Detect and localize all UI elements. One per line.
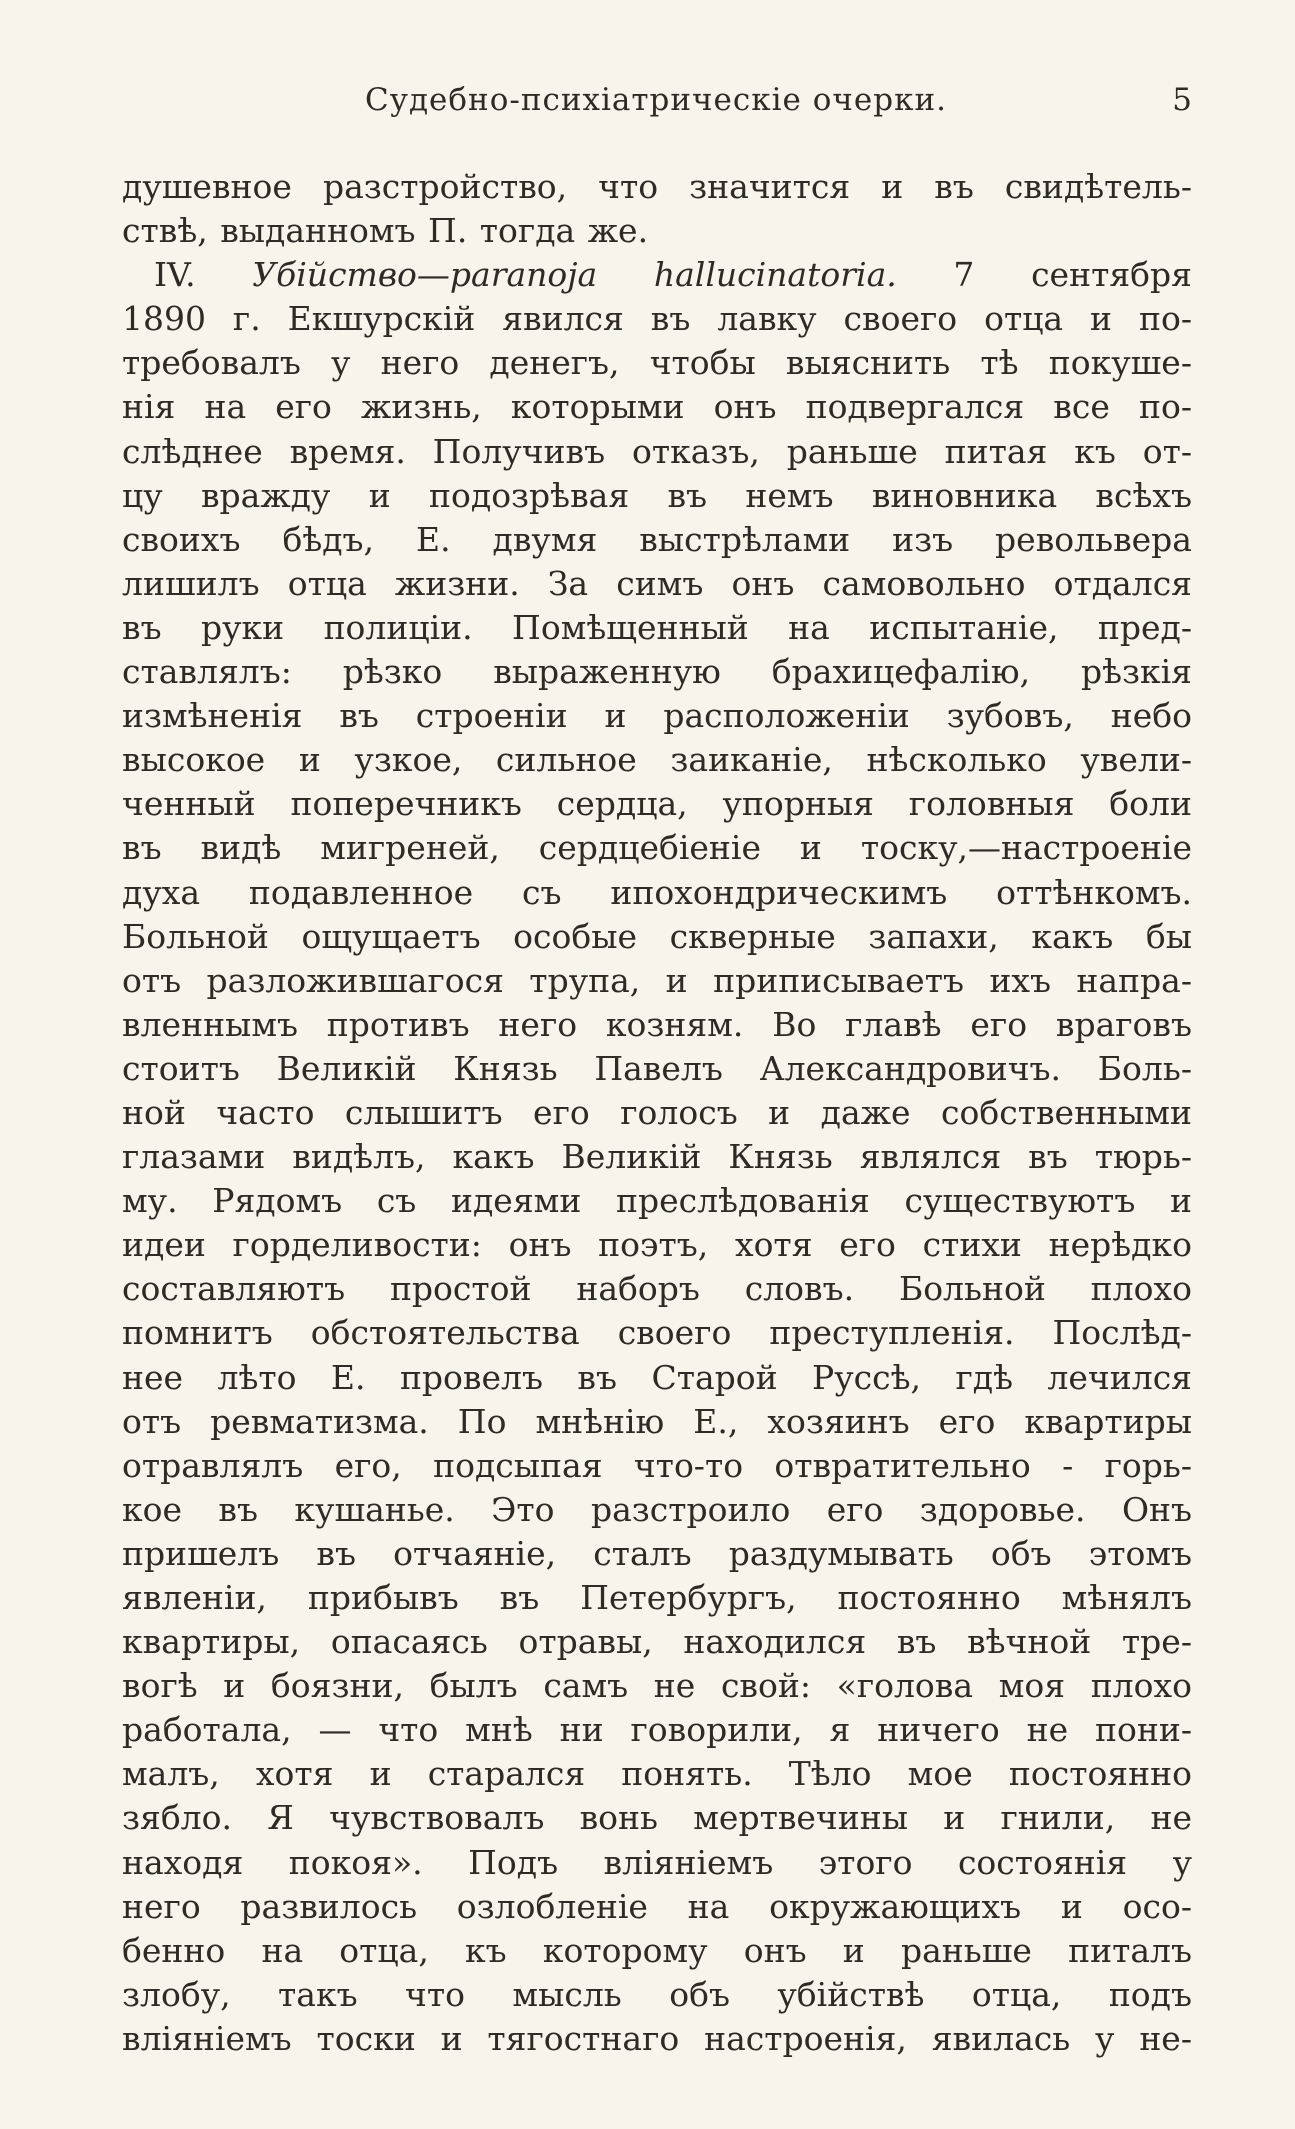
text-line: измѣненія въ строеніи и расположеніи зубовъ, небо (122, 696, 1192, 736)
text-line: вліяніемъ тоски и тягостнаго настроенія, явилась у не- (122, 2018, 1192, 2058)
text-line: зябло. Я чувствовалъ вонь мертвечины и гнили, не (122, 1798, 1192, 1838)
text-line: стоитъ Великій Князь Павелъ Александровичъ. Боль- (122, 1048, 1192, 1088)
text-line: нія на его жизнь, которыми онъ подвергался все по- (122, 387, 1192, 427)
text-fragment: 7 сентября (953, 255, 1192, 295)
text-line: явленіи, прибывъ въ Петербургъ, постоянно мѣнялъ (122, 1578, 1192, 1617)
text-line: идеи горделивости: онъ поэтъ, хотя его стихи нерѣдко (122, 1225, 1192, 1265)
text-line: него развилось озлобленіе на окружающихъ и осо- (122, 1886, 1192, 1926)
text-line: требовалъ у него денегъ, чтобы выяснить тѣ покуше- (122, 343, 1192, 383)
text-line: работала, — что мнѣ ни говорили, я ничего не пони- (122, 1710, 1192, 1750)
text-line: ной часто слышитъ его голосъ и даже собственными (122, 1092, 1192, 1132)
text-line: своихъ бѣдъ, Е. двумя выстрѣлами изъ револьвера (122, 519, 1192, 559)
section-number: IV. (154, 255, 196, 295)
section-heading-line (122, 253, 1192, 297)
text-line: отъ разложившагося трупа, и приписываетъ ихъ напра- (122, 960, 1192, 1000)
text-line: ставлялъ: рѣзко выраженную брахицефалію, рѣзкія (122, 652, 1192, 692)
text-line: въ видѣ мигреней, сердцебіеніе и тоску,—настроеніе (122, 828, 1192, 868)
text-line: малъ, хотя и старался понять. Тѣло мое постоянно (122, 1754, 1192, 1794)
text-line: нее лѣто Е. провелъ въ Старой Руссѣ, гдѣ лечился (122, 1357, 1192, 1397)
text-line: пришелъ въ отчаяніе, сталъ раздумывать объ этомъ (122, 1533, 1192, 1573)
text-line: вленнымъ противъ него козням. Во главѣ его враговъ (122, 1004, 1192, 1044)
text-line: слѣднее время. Получивъ отказъ, раньше питая къ от- (122, 431, 1192, 471)
text-line: помнитъ обстоятельства своего преступленія. Послѣд- (122, 1313, 1192, 1353)
text-line: цу вражду и подозрѣвая въ немъ виновника всѣхъ (122, 475, 1192, 515)
text-line: составляютъ простой наборъ словъ. Больной плохо (122, 1269, 1192, 1309)
body-text (122, 165, 1192, 2061)
text-line: душевное разстройство, что значится и въ свидѣтель- (122, 167, 1192, 206)
text-line: злобу, такъ что мысль объ убійствѣ отца, подъ (122, 1974, 1192, 2014)
text-line: находя покоя». Подъ вліяніемъ этого состоянія у (122, 1842, 1192, 1882)
text-line: ствѣ, выданномъ П. тогда же. (122, 211, 649, 251)
running-head (120, 82, 1192, 128)
text-line: кое въ кушанье. Это разстроило его здоровье. Онъ (122, 1489, 1192, 1529)
text-line: му. Рядомъ съ идеями преслѣдованія существуютъ и (122, 1181, 1192, 1221)
text-line: бенно на отца, къ которому онъ и раньше питалъ (122, 1930, 1192, 1970)
text-line: отравлялъ его, подсыпая что-то отвратительно - горь- (122, 1445, 1192, 1485)
text-line: духа подавленное съ ипохондрическимъ оттѣнкомъ. (122, 872, 1192, 912)
text-line: высокое и узкое, сильное заиканіе, нѣсколько увели- (122, 740, 1192, 780)
text-line: 1890 г. Екшурскій явился въ лавку своего отца и по- (122, 299, 1192, 339)
section-title: Убійство—paranoja hallucinatoria. (252, 255, 897, 295)
text-line: въ руки полиціи. Помѣщенный на испытаніе, пред- (122, 607, 1192, 647)
text-line: лишилъ отца жизни. За симъ онъ самовольно отдался (122, 563, 1192, 603)
text-line: отъ ревматизма. По мнѣнію Е., хозяинъ его квартиры (122, 1401, 1192, 1441)
text-line: Больной ощущаетъ особые скверные запахи, какъ бы (122, 916, 1192, 956)
page-number: 5 (1172, 82, 1192, 118)
running-title: Судебно-психіатрическіе очерки. (364, 82, 947, 118)
text-line: ченный поперечникъ сердца, упорныя головныя боли (122, 784, 1192, 824)
text-line: вогѣ и боязни, былъ самъ не свой: «голова моя плохо (122, 1666, 1192, 1706)
text-line: глазами видѣлъ, какъ Великій Князь являлся въ тюрь- (122, 1137, 1192, 1177)
text-line: квартиры, опасаясь отравы, находился въ вѣчной тре- (122, 1622, 1192, 1662)
